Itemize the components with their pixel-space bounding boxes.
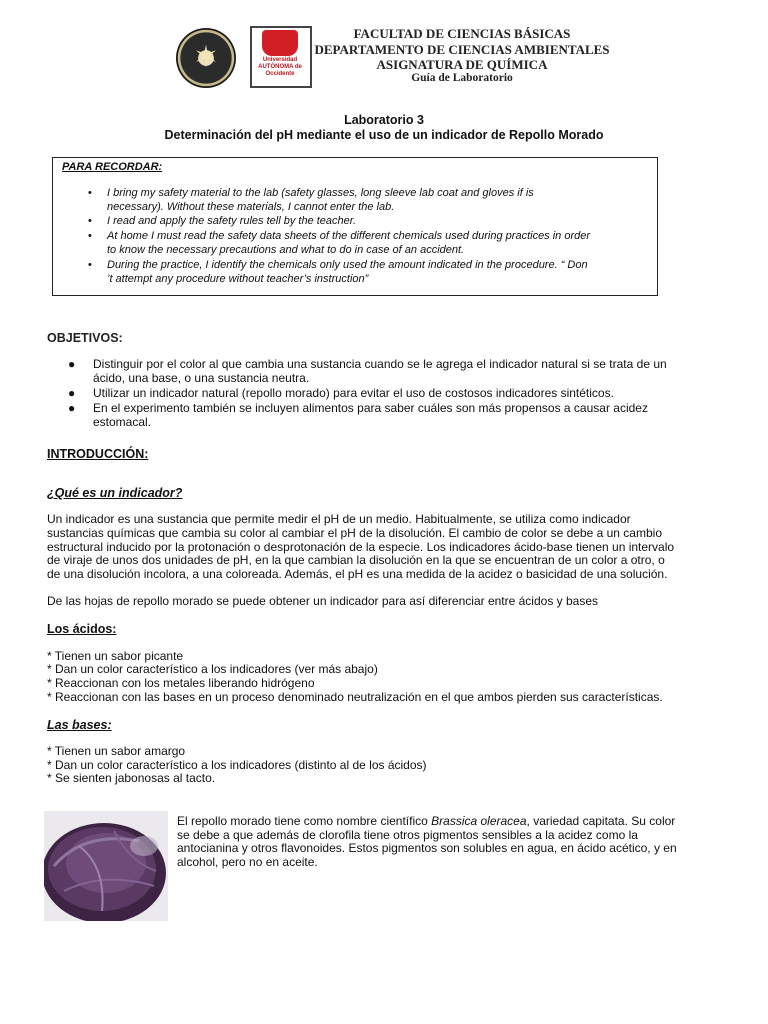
objective-item: En el experimento también se incluyen alimentos para saber cuáles son más propensos a causar acidez: [93, 401, 648, 415]
uao-mark-icon: [262, 30, 298, 56]
objective-item: Distinguir por el color al que cambia una sustancia cuando se le agrega el indicador natural si se trata de un: [93, 357, 667, 371]
university-logo-text: Universidad AUTÓNOMA de Occidente: [258, 57, 302, 77]
acid-property: * Dan un color característico a los indicadores (ver más abajo): [47, 662, 378, 676]
bases-heading: Las bases:: [47, 718, 112, 732]
cabbage-paragraph-line: alcohol, pero no en aceite.: [177, 855, 318, 869]
text-run: El repollo morado tiene como nombre científico: [177, 814, 432, 828]
acid-property: * Tienen un sabor picante: [47, 649, 184, 663]
reminder-item: I read and apply the safety rules tell by the teacher.: [107, 215, 357, 227]
scientific-name: Brassica oleracea: [431, 814, 527, 828]
base-property: * Tienen un sabor amargo: [47, 744, 186, 758]
intro-paragraph-line: de una disolución incolora, a una coloreada. Además, el pH es una medida de la acidez o basicidad de una solución.: [47, 567, 668, 581]
reminder-item: During the practice, I identify the chemicals only used the amount indicated in the procedure. “ Don: [107, 259, 588, 271]
bullet-icon: •: [88, 215, 92, 227]
objective-item-cont: ácido, una base, o una sustancia neutra.: [93, 371, 310, 385]
intro-heading: INTRODUCCIÓN:: [47, 447, 149, 461]
bullet-icon: •: [88, 259, 92, 271]
acids-heading: Los ácidos:: [47, 622, 117, 636]
text-run: , variedad capitata. Su color: [526, 814, 676, 828]
intro-question: ¿Qué es un indicador?: [47, 486, 183, 500]
reminder-item-cont: ’t attempt any procedure without teacher’s instruction”: [107, 273, 369, 285]
base-property: * Dan un color característico a los indicadores (distinto al de los ácidos): [47, 758, 427, 772]
reminder-item-cont: necessary). Without these materials, I cannot enter the lab.: [107, 201, 395, 213]
cabbage-paragraph-line: se debe a que además de clorofila tiene otros pigmentos sensibles a la acidez como la: [177, 828, 638, 842]
bullet-icon: •: [88, 230, 92, 242]
faculty-title: FACULTAD DE CIENCIAS BÁSICAS: [353, 26, 571, 41]
intro-paragraph-line: sustancias químicas que cambia su color al cambiar el pH de la disolución. El cambio de color se debe a un cambio: [47, 526, 662, 540]
base-property: * Se sienten jabonosas al tacto.: [47, 771, 216, 785]
red-cabbage-image: [44, 811, 168, 921]
bullet-icon: ●: [68, 386, 76, 400]
intro-paragraph-line: Un indicador es una sustancia que permite medir el pH de un medio. Habitualmente, se utiliza como indicador: [47, 512, 631, 526]
acid-property: * Reaccionan con las bases en un proceso denominado neutralización en el que ambos pierden sus características.: [47, 690, 663, 704]
bullet-icon: •: [88, 187, 92, 199]
subject-title: ASIGNATURA DE QUÍMICA: [376, 57, 548, 72]
cabbage-paragraph-line: [177, 815, 675, 829]
star-icon: ✶: [193, 40, 219, 75]
intro-paragraph-line: estructural inducido por la protonación o desprotonación de la especie. Los indicadores ácido-base tienen un intervalo: [47, 540, 675, 554]
acid-property: * Reaccionan con los metales liberando hidrógeno: [47, 676, 315, 690]
reminder-heading: PARA RECORDAR:: [62, 161, 163, 173]
reminder-item: I bring my safety material to the lab (safety glasses, long sleeve lab coat and gloves if is: [107, 187, 534, 199]
reminder-item-cont: to know the necessary precautions and what to do in case of an accident.: [107, 244, 465, 256]
bullet-icon: ●: [68, 357, 76, 371]
intro-paragraph-2: De las hojas de repollo morado se puede obtener un indicador para así diferenciar entre ácidos y bases: [47, 594, 599, 608]
objective-item-cont: estomacal.: [93, 415, 152, 429]
objectives-heading: OBJETIVOS:: [47, 331, 123, 345]
intro-paragraph-line: de viraje de unos dos unidades de pH, en la que cambian la disolución en la que se encuentran de un color a otro, o: [47, 553, 665, 567]
lab-title: Determinación del pH mediante el uso de un indicador de Repollo Morado: [164, 128, 604, 142]
bullet-icon: ●: [68, 401, 76, 415]
department-title: DEPARTAMENTO DE CIENCIAS AMBIENTALES: [314, 42, 610, 57]
cabbage-paragraph-line: antocianina y otros flavonoides. Estos pigmentos son solubles en agua, en ácido acético, y en: [177, 841, 677, 855]
reminder-item: At home I must read the safety data sheets of the different chemicals used during practices in order: [107, 230, 591, 242]
lab-number: Laboratorio 3: [344, 113, 424, 127]
guide-title: Guía de Laboratorio: [411, 72, 513, 84]
objective-item: Utilizar un indicador natural (repollo morado) para evitar el uso de costosos indicadores sintéticos.: [93, 386, 614, 400]
